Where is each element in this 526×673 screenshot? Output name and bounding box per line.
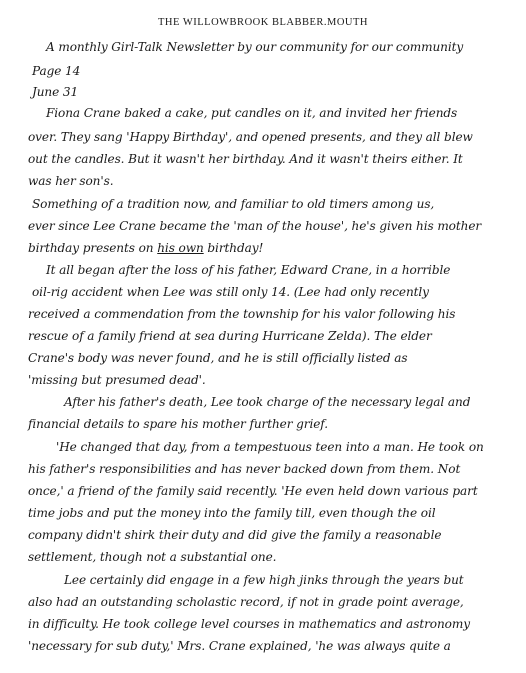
paragraph-3-line-1: It all began after the loss of his father, Edward Crane, in a horrible [46, 263, 451, 277]
newsletter-title: THE WILLOWBROOK BLABBER.MOUTH [157, 17, 368, 28]
paragraph-2-line-2: ever since Lee Crane became the 'man of the house', he's given his mother [28, 219, 482, 233]
paragraph-1-line-4: was her son's. [28, 174, 114, 188]
paragraph-2-line-1: Something of a tradition now, and familiar to old timers among us, [32, 197, 435, 211]
issue-date: June 31 [32, 85, 79, 99]
page-number: Page 14 [32, 64, 81, 78]
paragraph-6-line-2: also had an outstanding scholastic record, if not in grade point average, [28, 595, 464, 609]
paragraph-3-line-4: rescue of a family friend at sea during Hurricane Zelda). The elder [28, 329, 432, 343]
emphasized-text: his own [157, 241, 204, 255]
paragraph-1-line-3: out the candles. But it wasn't her birthday. And it wasn't theirs either. It [28, 152, 463, 166]
paragraph-5-line-2: his father's responsibilities and has never backed down from them. Not [28, 462, 461, 476]
paragraph-5-line-4: time jobs and put the money into the family till, even though the oil [28, 506, 436, 520]
paragraph-4-line-2: financial details to spare his mother further grief. [28, 417, 328, 431]
paragraph-3-line-6: 'missing but presumed dead'. [28, 373, 206, 387]
paragraph-2-line-3 [28, 241, 263, 255]
paragraph-3-line-3: received a commendation from the township for his valor following his [28, 307, 456, 321]
paragraph-3-line-2: oil-rig accident when Lee was still only 14. (Lee had only recently [32, 285, 429, 299]
paragraph-6-line-3: in difficulty. He took college level courses in mathematics and astronomy [28, 617, 470, 631]
paragraph-6-line-4: 'necessary for sub duty,' Mrs. Crane explained, 'he was always quite a [28, 639, 451, 653]
paragraph-5-line-6: settlement, though not a substantial one. [28, 550, 277, 564]
paragraph-1-line-2: over. They sang 'Happy Birthday', and opened presents, and they all blew [28, 130, 473, 144]
paragraph-2-line-3-start: birthday presents on [28, 241, 158, 255]
paragraph-6-line-1: Lee certainly did engage in a few high jinks through the years but [64, 573, 464, 587]
newsletter-subtitle: A monthly Girl-Talk Newsletter by our community for our community [46, 40, 464, 54]
paragraph-2-line-3-end: birthday! [203, 241, 264, 255]
paragraph-5-line-3: once,' a friend of the family said recently. 'He even held down various part [28, 484, 478, 498]
paragraph-5-line-1: 'He changed that day, from a tempestuous teen into a man. He took on [56, 440, 484, 454]
paragraph-4-line-1: After his father's death, Lee took charge of the necessary legal and [64, 395, 471, 409]
paragraph-3-line-5: Crane's body was never found, and he is still officially listed as [28, 351, 408, 365]
paragraph-1-line-1: Fiona Crane baked a cake, put candles on it, and invited her friends [46, 106, 458, 120]
paragraph-5-line-5: company didn't shirk their duty and did give the family a reasonable [28, 528, 442, 542]
